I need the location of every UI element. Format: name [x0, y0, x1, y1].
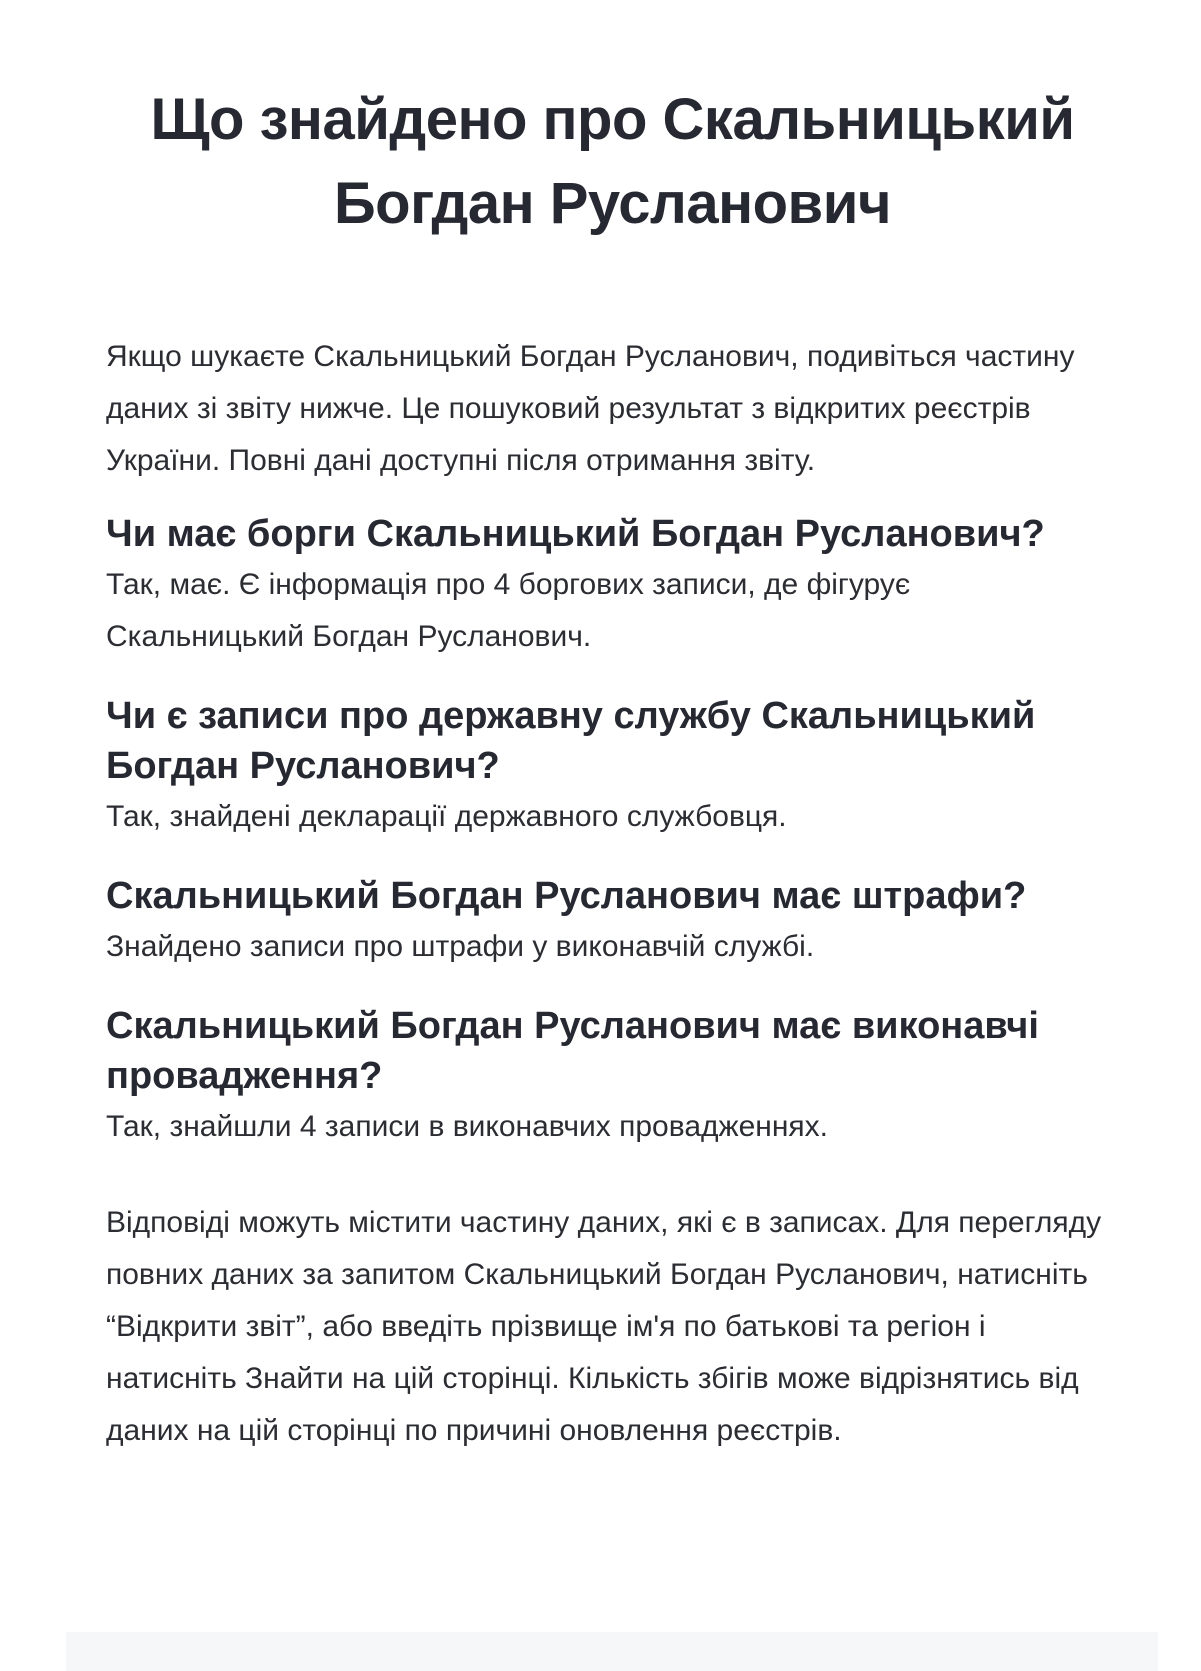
faq-answer: Так, знайшли 4 записи в виконавчих провадженнях.: [106, 1110, 828, 1143]
faq-answer: Знайдено записи про штрафи у виконавчій службі.: [106, 930, 815, 963]
content-section: [106, 331, 1116, 1457]
page-title: Що знайдено про Скальницький Богдан Русланович: [150, 87, 1075, 236]
faq-item-fines: [106, 871, 1116, 973]
faq-item-enforcement: [106, 1001, 1116, 1153]
faq-item-civil-service: [106, 691, 1116, 843]
intro-paragraph: Якщо шукаєте Скальницький Богдан Русланович, подивіться частину даних зі звіту нижче. Це пошуковий результат з відкритих реєстрів України. Повні дані доступні після отримання звіту.: [106, 340, 1075, 477]
faq-answer: Так, знайдені декларації державного службовця.: [106, 800, 787, 833]
faq-question: Чи є записи про державну службу Скальницький Богдан Русланович?: [106, 695, 1036, 787]
outro-paragraph: Відповіді можуть містити частину даних, які є в записах. Для перегляду повних даних за запитом Скальницький Богдан Русланович, натисніть “Відкрити звіт”, або введіть прізвище ім'я по батькові та регіон і натисніть Знайти на цій сторінці. Кількість збігів може відрізнятись від даних на цій сторінці по причині оновлення реєстрів.: [106, 1206, 1102, 1447]
bottom-panel: [66, 1632, 1158, 1671]
faq-question: Скальницький Богдан Русланович має виконавчі провадження?: [106, 1005, 1039, 1097]
faq-question: Скальницький Богдан Русланович має штрафи?: [106, 875, 1027, 917]
faq-item-debts: [106, 509, 1116, 663]
faq-question: Чи має борги Скальницький Богдан Русланович?: [106, 513, 1045, 555]
faq-answer: Так, має. Є інформація про 4 боргових записи, де фігурує Скальницький Богдан Русланович.: [106, 568, 911, 653]
